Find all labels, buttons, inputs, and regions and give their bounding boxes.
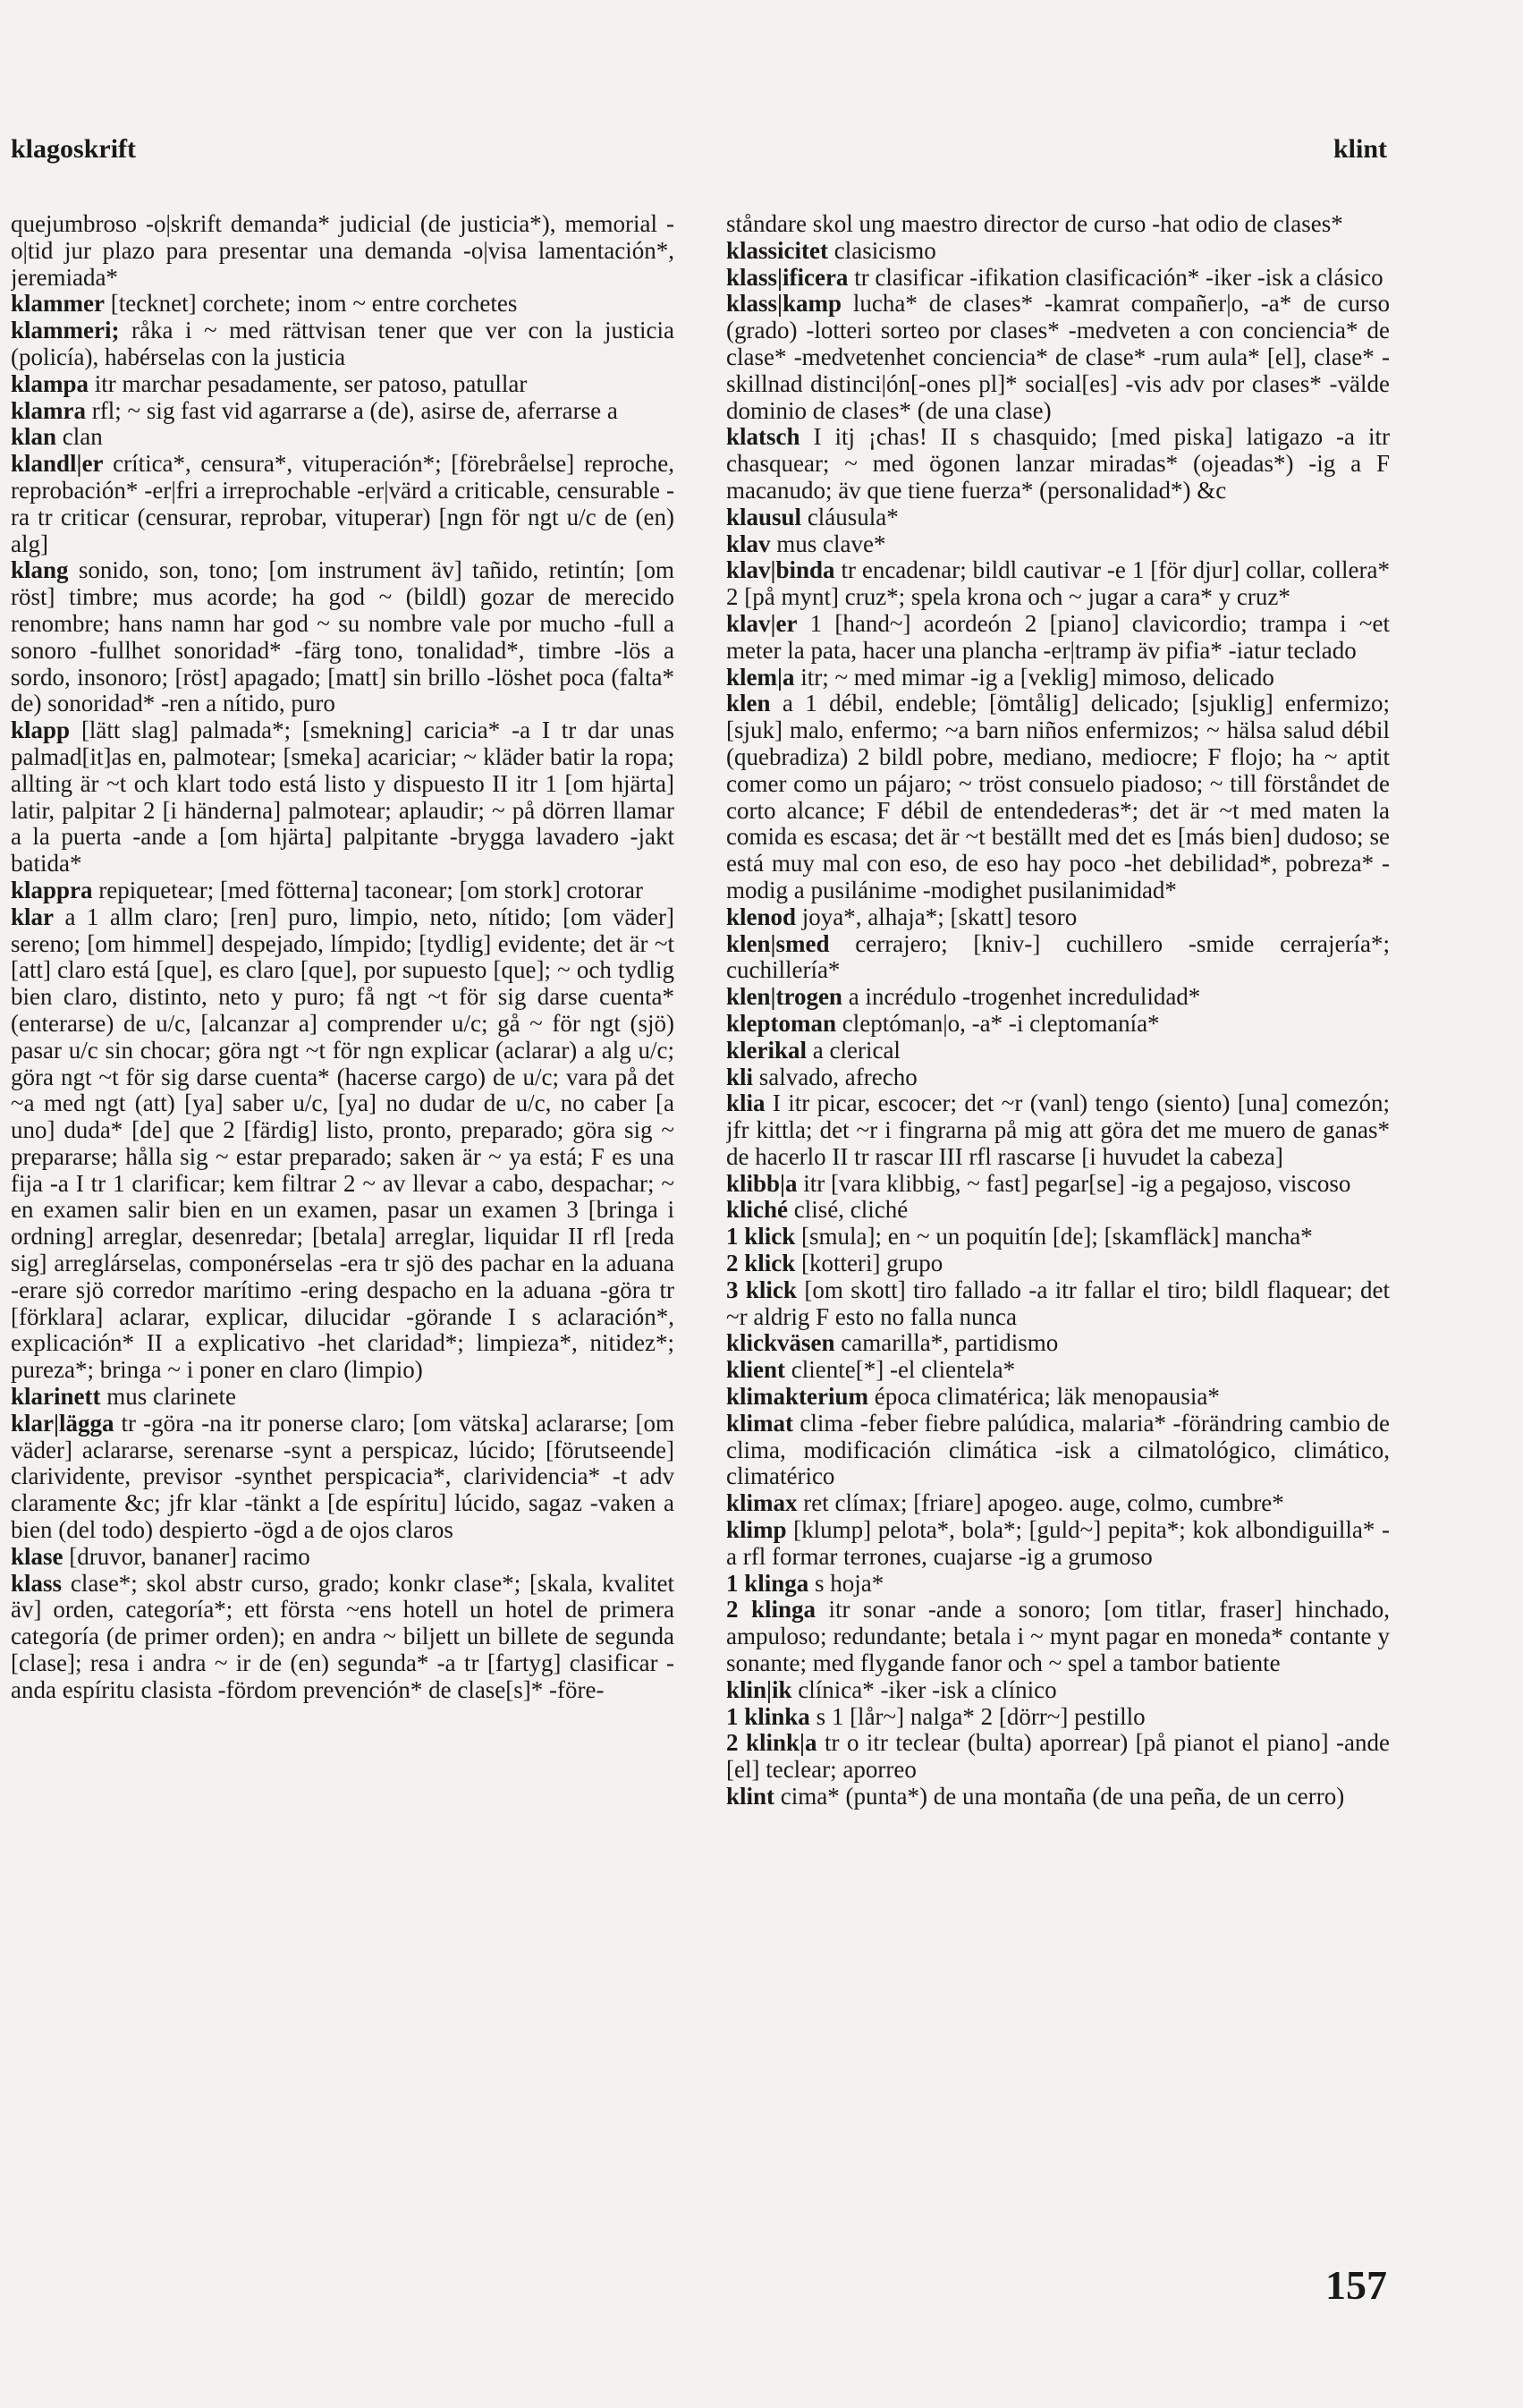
dictionary-entry [11,424,674,451]
dictionary-entry [11,318,674,371]
dictionary-entry [726,1090,1390,1170]
entry-headword: klampa [11,369,89,397]
entry-definition: tr clasificar -ifikation clasificación* -iker -isk a clásico [854,263,1383,291]
right-column [726,211,1390,2268]
entry-definition: [om skott] tiro fallado -a itr fallar el tiro; bildl flaquear; det ~r aldrig F esto no falla nunca [726,1276,1390,1330]
dictionary-entry [726,1171,1390,1198]
entry-headword: klint [726,1783,775,1810]
entry-headword: klapp [11,716,71,744]
entry-definition: I itj ¡chas! II s chasquido; [med piska] latigazo -a itr chasquear; ~ med ögonen lanzar miradas* (ojeadas*) -ig a F macanudo; äv que tiene fuerza* (personalidad*) &c [726,423,1390,504]
entry-definition: a incrédulo -trogenhet incredulidad* [848,983,1201,1011]
dictionary-entry [11,371,674,398]
entry-definition: cima* (punta*) de una montaña (de una peña, de un cerro) [780,1783,1345,1810]
dictionary-entry [11,1384,674,1411]
left-column [11,211,674,2268]
entry-headword: klav|binda [726,556,835,584]
entry-headword: klass|ificera [726,263,849,291]
entry-definition: salvado, afrecho [758,1063,918,1090]
entry-definition: itr [vara klibbig, ~ fast] pegar[se] -ig a pegajoso, viscoso [803,1169,1351,1197]
entry-headword: klav [726,530,771,557]
entry-headword: klimakterium [726,1383,868,1411]
entry-definition: lucha* de clases* -kamrat compañer|o, -a* de curso (grado) -lotteri sorteo por clases* -medveten a con conciencia* de clase* -medvetenhet conciencia* de clase* -rum aula* [el], clase* -skillnad distinci|ón[-ones pl]* social[es] -vis adv por clases* -välde dominio de clases* (de una clase) [726,290,1390,424]
page-number: 157 [1325,2262,1387,2308]
entry-definition: s hoja* [815,1569,884,1597]
entry-headword: klandl|er [11,450,104,478]
dictionary-entry [726,1038,1390,1064]
dictionary-entry [11,557,674,717]
entry-headword: klav|er [726,609,798,637]
entry-definition: [druvor, bananer] racimo [69,1542,310,1570]
entry-definition: itr; ~ med mimar -ig a [veklig] mimoso, delicado [800,663,1274,691]
entry-definition: mus clave* [776,530,886,557]
dictionary-entry [726,1357,1390,1384]
entry-definition: [kotteri] grupo [801,1250,943,1277]
entry-definition: ståndare skol ung maestro director de curso -hat odio de clases* [726,211,1343,237]
dictionary-entry [726,1730,1390,1784]
entry-definition: tr -göra -na itr ponerse claro; [om vätska] aclararse; [om väder] aclararse, serenarse -synt a perspicaz, lúcido; [förutseende] clarividente, previsor -synthet perspicacia*, clarividencia* -t adv claramente &c; jfr klar -tänkt a [de espíritu] lúcido, sagaz -vaken a bien (del todo) despierto -ögd a de ojos claros [11,1409,674,1544]
entry-headword: klausul [726,503,802,530]
entry-headword: klibb|a [726,1169,798,1197]
header-right-guide-word: klint [1333,134,1387,164]
entry-definition: [smula]; en ~ un poquitín [de]; [skamfläck] mancha* [801,1223,1313,1251]
entry-headword: klen|trogen [726,983,842,1011]
dictionary-entry [11,878,674,904]
dictionary-entry [11,451,674,557]
dictionary-entry [726,1704,1390,1731]
dictionary-entry [11,1571,674,1704]
entry-headword: klamra [11,396,86,424]
dictionary-entry [726,557,1390,611]
dictionary-entry [726,1784,1390,1810]
dictionary-entry [726,611,1390,665]
entry-headword: klimax [726,1489,798,1517]
entry-headword: klen [726,690,771,717]
dictionary-entry [726,1411,1390,1490]
entry-definition: itr marchar pesadamente, ser patoso, patullar [94,369,528,397]
dictionary-entry [11,211,674,291]
entry-definition: clínica* -iker -isk a clínico [798,1675,1057,1703]
dictionary-entry [726,691,1390,903]
entry-headword: klarinett [11,1383,101,1411]
dictionary-entry [726,424,1390,504]
dictionary-entry [726,1330,1390,1357]
entry-definition: tr o itr teclear (bulta) aporrear) [på pianot el piano] -ande [el] teclear; aporreo [726,1729,1390,1784]
entry-definition: sonido, son, tono; [om instrument äv] tañido, retintín; [om röst] timbre; mus acorde; ha god ~ (bildl) gozar de merecido renombre; hans namn har god ~ su nombre vale por mucho -full a sonoro -fullhet sonoridad* -färg tono, tonalidad*, timbre -lös a sordo, insonoro; [röst] apagado; [matt] sin brillo -löshet poca (falta* de) sonoridad* -ren a nítido, puro [11,556,674,717]
dictionary-entry [726,238,1390,265]
entry-definition: clisé, cliché [793,1196,909,1224]
entry-headword: klem|a [726,663,795,691]
entry-definition: a 1 allm claro; [ren] puro, limpio, neto, nítido; [om väder] sereno; [om himmel] despejado, límpido; [tydlig] evidente; det är ~t [att] claro está [que], es claro [que], por supuesto [que]; ~ och tydlig bien claro, distinto, neto y puro; få ngt ~t för sig darse cuenta* (enterarse) de u/c, [alcanzar a] comprender u/c; gå ~ för ngt (sjö) pasar u/c sin chocar; göra ngt ~t för ngn explicar (aclarar) a alg u/c; göra ngt ~t för sig darse cuenta* (hacerse cargo) de u/c; vara på det ~a med ngt (att) [ya] saber u/c, [ya] no dudar de u/c, no caber [a uno] duda* [de] que 2 [färdig] listo, pronto, preparado; göra sig ~ prepararse; hålla sig ~ estar preparado; saken är ~ ya está; F es una fija -a I tr 1 clarificar; kem filtrar 2 ~ av llevar a cabo, despachar; ~ en examen salir bien en un examen, pasar un examen 3 [bringa i ordning] arreglar, desenredar; [betala] arreglar, liquidar II rfl [reda sig] arreglárselas, componérselas -era tr sjö des pachar en la aduana -erare sjö corredor marítimo -ering despacho en la aduana -göra tr [förklara] aclarar, explicar, dilucidar -görande I s aclaración*, explicación* II a explicativo -het claridad*; limpieza*, nitidez*; pureza*; bringa ~ i poner en claro (limpio) [11,903,674,1384]
entry-definition: joya*, alhaja*; [skatt] tesoro [801,903,1078,930]
entry-headword: klient [726,1356,786,1384]
entry-headword: klammeri; [11,317,120,344]
dictionary-entry [726,1571,1390,1598]
entry-definition: clan [62,423,103,451]
entry-headword: 3 klick [726,1276,797,1303]
entry-headword: klickväsen [726,1329,835,1357]
entry-headword: klar|lägga [11,1409,114,1437]
dictionary-entry [726,1251,1390,1277]
entry-definition: quejumbroso -o|skrift demanda* judicial (de justicia*), memorial -o|tid jur plazo para presentar una demanda -o|visa lamentación*, jeremiada* [11,211,674,291]
entry-definition: itr sonar -ande a sonoro; [om titlar, fraser] hinchado, ampuloso; redundante; betala i ~ mynt pagar en moneda* contante y sonante; med flygande fanor och ~ spel a tambor batiente [726,1596,1390,1677]
entry-headword: 1 klinga [726,1569,809,1597]
dictionary-entry [726,1384,1390,1411]
entry-headword: klase [11,1542,63,1570]
entry-headword: 1 klinka [726,1702,810,1730]
entry-headword: klimat [726,1409,794,1437]
entry-headword: 2 klinga [726,1596,816,1624]
entry-headword: klia [726,1090,766,1117]
dictionary-entry [11,398,674,425]
entry-definition: cleptóman|o, -a* -i cleptomanía* [842,1009,1160,1037]
dictionary-entry [726,1064,1390,1091]
entry-headword: klammer [11,290,105,318]
entry-definition: 1 [hand~] acordeón 2 [piano] clavicordio; trampa i ~et meter la pata, hacer una plancha -er|tramp äv pifia* -iatur teclado [726,609,1390,664]
dictionary-entry [726,531,1390,558]
entry-headword: 2 klink|a [726,1729,817,1757]
entry-headword: kleptoman [726,1009,837,1037]
dictionary-entry [726,1224,1390,1251]
dictionary-entry [726,1197,1390,1224]
entry-definition: repiquetear; [med fötterna] taconear; [om stork] crotorar [98,876,643,903]
dictionary-entry [726,291,1390,424]
entry-definition: época climatérica; läk menopausia* [874,1383,1220,1411]
entry-definition: crítica*, censura*, vituperación*; [förebråelse] reproche, reprobación* -er|fri a irreprochable -er|värd a criticable, censurable -ra tr criticar (censurar, reprobar, vituperar) [ngn för ngt u/c de (en) alg] [11,450,674,557]
dictionary-entry [726,984,1390,1011]
entry-definition: clase*; skol abstr curso, grado; konkr clase*; [skala, kvalitet äv] orden, categoría*; ett första ~ens hotell un hotel de primera categoría (de primer orden); en andra ~ biljett un billete de segunda [clase]; resa i andra ~ ir de (en) segunda* -a tr [fartyg] clasificar -anda espíritu clasista -fördom prevención* de clase[s]* -före- [11,1569,674,1703]
entry-definition: I itr picar, escocer; det ~r (vanl) tengo (siento) [una] comezón; jfr kittla; det ~r i fingrarna på mig att göra det me muero de ganas* de hacerlo II tr rascar III rfl rascarse [i huvudet la cabeza] [726,1090,1390,1170]
entry-definition: tr encadenar; bildl cautivar -e 1 [för djur] collar, collera* 2 [på mynt] cruz*; spela krona och ~ jugar a cara* y cruz* [726,556,1390,611]
dictionary-entry [726,1677,1390,1704]
entry-definition: a clerical [812,1036,901,1064]
entry-definition: rfl; ~ sig fast vid agarrarse a (de), asirse de, aferrarse a [91,396,618,424]
entry-headword: klimp [726,1516,787,1544]
entry-headword: klappra [11,876,93,903]
dictionary-entry [11,1544,674,1571]
entry-definition: [klump] pelota*, bola*; [guld~] pepita*; kok albondiguilla* -a rfl formar terrones, cuajarse -ig a grumoso [726,1516,1390,1570]
entry-headword: kli [726,1063,754,1090]
entry-definition: clima -feber fiebre palúdica, malaria* -förändring cambio de clima, modificación climática -isk a cilmatológico, climático, climatérico [726,1409,1390,1490]
dictionary-entry [11,291,674,318]
dictionary-entry [726,931,1390,985]
entry-headword: 2 klick [726,1250,796,1277]
entry-headword: klatsch [726,423,800,451]
dictionary-entry [726,665,1390,691]
entry-headword: klassicitet [726,236,828,264]
entry-headword: 1 klick [726,1223,796,1251]
entry-headword: klass|kamp [726,290,842,318]
dictionary-entry [11,717,674,878]
entry-definition: cerrajero; [kniv-] cuchillero -smide cerrajería*; cuchillería* [726,929,1390,984]
entry-definition: cliente[*] -el clientela* [791,1356,1016,1384]
entry-definition: råka i ~ med rättvisan tener que ver con la justicia (policía), habérselas con la justicia [11,317,674,370]
entry-headword: klenod [726,903,797,930]
entry-definition: [lätt slag] palmada*; [smekning] caricia* -a I tr dar unas palmad[it]as en, palmotear; [smeka] acariciar; ~ kläder batir la ropa; allting är ~t och klart todo está listo y dispuesto II itr 1 [om hjärta] latir, palpitar 2 [i händerna] palmotear; aplaudir; ~ på dörren llamar a la puerta -ande a [om hjärta] palpitante -brygga lavadero -jakt batida* [11,716,674,878]
dictionary-entry [726,504,1390,531]
entry-definition: ret clímax; [friare] apogeo. auge, colmo, cumbre* [803,1489,1284,1517]
dictionary-entry [726,904,1390,931]
dictionary-entry [726,1517,1390,1571]
entry-headword: klen|smed [726,929,830,957]
entry-headword: klang [11,556,69,584]
entry-headword: klass [11,1569,63,1597]
dictionary-entry [11,1411,674,1544]
dictionary-entry [726,1011,1390,1038]
entry-headword: kliché [726,1196,789,1224]
entry-headword: klar [11,903,55,930]
dictionary-entry [726,1597,1390,1676]
entry-headword: klin|ik [726,1675,792,1703]
header-left-guide-word: klagoskrift [11,134,137,164]
running-header [0,134,1523,170]
entry-definition: [tecknet] corchete; inom ~ entre corchetes [110,290,518,318]
entry-definition: clasicismo [833,236,936,264]
dictionary-entry [726,211,1390,238]
entry-definition: camarilla*, partidismo [841,1329,1059,1357]
entry-definition: s 1 [lår~] nalga* 2 [dörr~] pestillo [816,1702,1146,1730]
dictionary-entry [11,904,674,1384]
entry-definition: mus clarinete [106,1383,236,1411]
entry-headword: klan [11,423,57,451]
dictionary-entry [726,1277,1390,1331]
dictionary-entry [726,265,1390,292]
dictionary-entry [726,1490,1390,1517]
entry-definition: cláusula* [807,503,899,530]
entry-headword: klerikal [726,1036,808,1064]
entry-definition: a 1 débil, endeble; [ömtålig] delicado; [sjuklig] enfermizo; [sjuk] malo, enfermo; ~a barn niños enfermizos; ~ hälsa salud débil (quebradiza) 2 bildl pobre, mediano, mediocre; F flojo; ha ~ aptit comer como un pájaro; ~ tröst consuelo piadoso; ~ till förståndet de corto alcance; F débil de entendederas*; det är ~t med maten la comida es escasa; det är ~t beställt med det es [más bien] dudoso; se está muy mal con eso, de eso hay poco -het debilidad*, pobreza* -modig a pusilánime -modighet pusilanimidad* [726,690,1390,903]
